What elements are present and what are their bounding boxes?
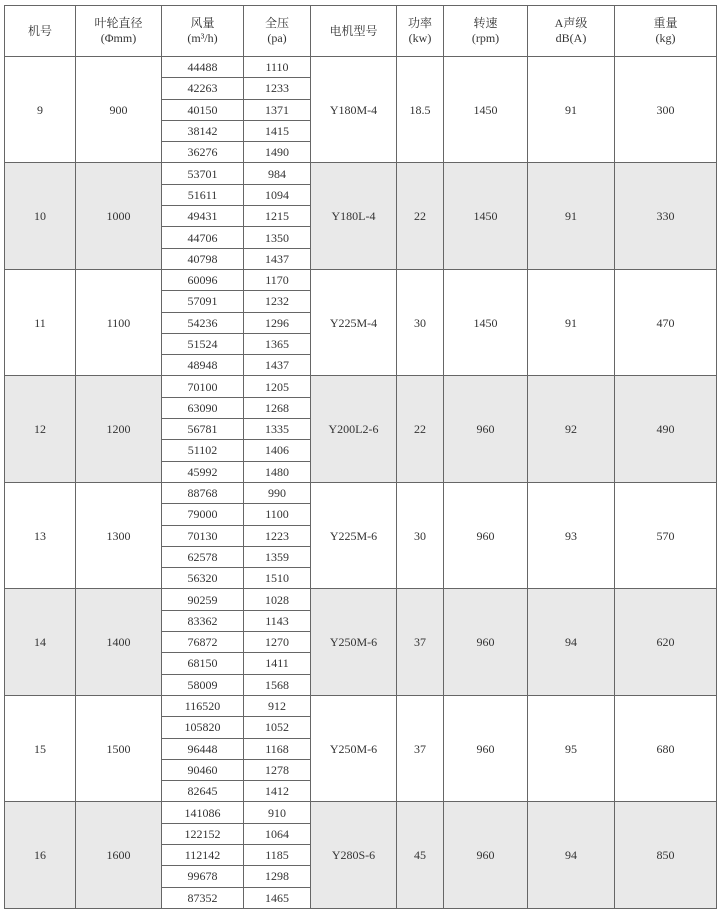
machine-no-cell: 13 (5, 482, 76, 588)
header-unit: dB(A) (555, 31, 587, 45)
machine-no-cell: 11 (5, 269, 76, 375)
airflow-cell: 51102 (162, 440, 244, 461)
airflow-cell: 112142 (162, 844, 244, 865)
speed-cell: 1450 (444, 269, 528, 375)
header-speed (444, 6, 528, 57)
pressure-cell: 1296 (244, 312, 311, 333)
airflow-cell: 82645 (162, 781, 244, 802)
motor-model-cell: Y180L-4 (311, 163, 397, 269)
noise-cell: 94 (528, 802, 615, 908)
header-row (5, 6, 717, 57)
pressure-cell: 1100 (244, 504, 311, 525)
header-machine-no (5, 6, 76, 57)
airflow-cell: 56320 (162, 568, 244, 589)
power-cell: 45 (397, 802, 444, 908)
diameter-cell: 1500 (76, 695, 162, 801)
pressure-cell: 1110 (244, 57, 311, 78)
pressure-cell: 984 (244, 163, 311, 184)
header-label: 重量 (653, 16, 678, 30)
airflow-cell: 51611 (162, 184, 244, 205)
pressure-cell: 1170 (244, 269, 311, 290)
diameter-cell: 1200 (76, 376, 162, 482)
pressure-cell: 1232 (244, 291, 311, 312)
airflow-cell: 70130 (162, 525, 244, 546)
pressure-cell: 1052 (244, 717, 311, 738)
pressure-cell: 1185 (244, 844, 311, 865)
diameter-cell: 1400 (76, 589, 162, 695)
pressure-cell: 1415 (244, 120, 311, 141)
pressure-cell: 1233 (244, 78, 311, 99)
power-cell: 22 (397, 163, 444, 269)
header-label: 全压 (264, 16, 289, 30)
header-noise-level (528, 6, 615, 57)
speed-cell: 960 (444, 376, 528, 482)
diameter-cell: 900 (76, 57, 162, 163)
pressure-cell: 1335 (244, 419, 311, 440)
table-body (5, 57, 717, 909)
pressure-cell: 1437 (244, 355, 311, 376)
airflow-cell: 90259 (162, 589, 244, 610)
header-label: A声级 (554, 16, 588, 30)
header-motor-model (311, 6, 397, 57)
pressure-cell: 1143 (244, 610, 311, 631)
header-impeller-diameter (76, 6, 162, 57)
airflow-cell: 40150 (162, 99, 244, 120)
power-cell: 37 (397, 695, 444, 801)
weight-cell: 570 (615, 482, 717, 588)
pressure-cell: 1278 (244, 759, 311, 780)
pressure-cell: 1365 (244, 333, 311, 354)
speed-cell: 960 (444, 482, 528, 588)
speed-cell: 960 (444, 695, 528, 801)
airflow-cell: 116520 (162, 695, 244, 716)
weight-cell: 680 (615, 695, 717, 801)
pressure-cell: 1270 (244, 632, 311, 653)
pressure-cell: 1480 (244, 461, 311, 482)
airflow-cell: 76872 (162, 632, 244, 653)
fan-spec-table (4, 5, 717, 909)
table-row (5, 695, 717, 716)
header-unit: (pa) (267, 31, 287, 45)
weight-cell: 490 (615, 376, 717, 482)
header-label: 电机型号 (329, 23, 378, 38)
pressure-cell: 1465 (244, 887, 311, 908)
power-cell: 18.5 (397, 57, 444, 163)
header-total-pressure (244, 6, 311, 57)
pressure-cell: 1406 (244, 440, 311, 461)
airflow-cell: 88768 (162, 482, 244, 503)
motor-model-cell: Y250M-6 (311, 589, 397, 695)
airflow-cell: 57091 (162, 291, 244, 312)
airflow-cell: 105820 (162, 717, 244, 738)
diameter-cell: 1300 (76, 482, 162, 588)
noise-cell: 93 (528, 482, 615, 588)
pressure-cell: 1437 (244, 248, 311, 269)
airflow-cell: 48948 (162, 355, 244, 376)
pressure-cell: 1205 (244, 376, 311, 397)
pressure-cell: 1215 (244, 206, 311, 227)
pressure-cell: 1568 (244, 674, 311, 695)
airflow-cell: 40798 (162, 248, 244, 269)
pressure-cell: 1359 (244, 546, 311, 567)
table-row (5, 589, 717, 610)
table-row (5, 482, 717, 503)
airflow-cell: 44706 (162, 227, 244, 248)
pressure-cell: 912 (244, 695, 311, 716)
pressure-cell: 1510 (244, 568, 311, 589)
table-row (5, 163, 717, 184)
motor-model-cell: Y200L2-6 (311, 376, 397, 482)
header-airflow (162, 6, 244, 57)
motor-model-cell: Y250M-6 (311, 695, 397, 801)
pressure-cell: 1028 (244, 589, 311, 610)
pressure-cell: 1268 (244, 397, 311, 418)
speed-cell: 960 (444, 802, 528, 908)
pressure-cell: 1350 (244, 227, 311, 248)
pressure-cell: 1223 (244, 525, 311, 546)
airflow-cell: 96448 (162, 738, 244, 759)
airflow-cell: 49431 (162, 206, 244, 227)
machine-no-cell: 14 (5, 589, 76, 695)
speed-cell: 1450 (444, 163, 528, 269)
airflow-cell: 62578 (162, 546, 244, 567)
airflow-cell: 53701 (162, 163, 244, 184)
header-label: 转速 (473, 16, 498, 30)
motor-model-cell: Y225M-4 (311, 269, 397, 375)
pressure-cell: 1298 (244, 866, 311, 887)
speed-cell: 1450 (444, 57, 528, 163)
noise-cell: 91 (528, 163, 615, 269)
diameter-cell: 1600 (76, 802, 162, 908)
table-row (5, 269, 717, 290)
power-cell: 22 (397, 376, 444, 482)
airflow-cell: 79000 (162, 504, 244, 525)
power-cell: 37 (397, 589, 444, 695)
pressure-cell: 990 (244, 482, 311, 503)
motor-model-cell: Y280S-6 (311, 802, 397, 908)
weight-cell: 330 (615, 163, 717, 269)
power-cell: 30 (397, 269, 444, 375)
header-label: 功率 (407, 16, 432, 30)
header-unit: (rpm) (471, 31, 500, 45)
airflow-cell: 58009 (162, 674, 244, 695)
airflow-cell: 122152 (162, 823, 244, 844)
airflow-cell: 63090 (162, 397, 244, 418)
header-unit: (kw) (408, 31, 432, 45)
machine-no-cell: 9 (5, 57, 76, 163)
airflow-cell: 56781 (162, 419, 244, 440)
power-cell: 30 (397, 482, 444, 588)
table-header (5, 6, 717, 57)
pressure-cell: 1490 (244, 142, 311, 163)
airflow-cell: 38142 (162, 120, 244, 141)
airflow-cell: 90460 (162, 759, 244, 780)
airflow-cell: 83362 (162, 610, 244, 631)
machine-no-cell: 10 (5, 163, 76, 269)
header-label: 叶轮直径 (94, 16, 143, 30)
weight-cell: 620 (615, 589, 717, 695)
airflow-cell: 51524 (162, 333, 244, 354)
airflow-cell: 141086 (162, 802, 244, 823)
pressure-cell: 1412 (244, 781, 311, 802)
airflow-cell: 87352 (162, 887, 244, 908)
noise-cell: 91 (528, 269, 615, 375)
header-power (397, 6, 444, 57)
pressure-cell: 1371 (244, 99, 311, 120)
speed-cell: 960 (444, 589, 528, 695)
airflow-cell: 45992 (162, 461, 244, 482)
machine-no-cell: 15 (5, 695, 76, 801)
airflow-cell: 36276 (162, 142, 244, 163)
weight-cell: 470 (615, 269, 717, 375)
airflow-cell: 60096 (162, 269, 244, 290)
airflow-cell: 99678 (162, 866, 244, 887)
pressure-cell: 1064 (244, 823, 311, 844)
airflow-cell: 70100 (162, 376, 244, 397)
table-row (5, 57, 717, 78)
motor-model-cell: Y225M-6 (311, 482, 397, 588)
weight-cell: 300 (615, 57, 717, 163)
airflow-cell: 68150 (162, 653, 244, 674)
header-weight (615, 6, 717, 57)
airflow-cell: 44488 (162, 57, 244, 78)
diameter-cell: 1000 (76, 163, 162, 269)
pressure-cell: 910 (244, 802, 311, 823)
pressure-cell: 1168 (244, 738, 311, 759)
noise-cell: 94 (528, 589, 615, 695)
weight-cell: 850 (615, 802, 717, 908)
airflow-cell: 42263 (162, 78, 244, 99)
header-label: 风量 (190, 16, 215, 30)
header-unit: (m³/h) (187, 31, 218, 45)
pressure-cell: 1094 (244, 184, 311, 205)
machine-no-cell: 16 (5, 802, 76, 908)
noise-cell: 95 (528, 695, 615, 801)
motor-model-cell: Y180M-4 (311, 57, 397, 163)
airflow-cell: 54236 (162, 312, 244, 333)
header-unit: (Φmm) (100, 31, 137, 45)
header-unit: (kg) (655, 31, 676, 45)
noise-cell: 91 (528, 57, 615, 163)
table-row (5, 376, 717, 397)
pressure-cell: 1411 (244, 653, 311, 674)
header-label: 机号 (27, 23, 52, 38)
table-row (5, 802, 717, 823)
noise-cell: 92 (528, 376, 615, 482)
machine-no-cell: 12 (5, 376, 76, 482)
diameter-cell: 1100 (76, 269, 162, 375)
